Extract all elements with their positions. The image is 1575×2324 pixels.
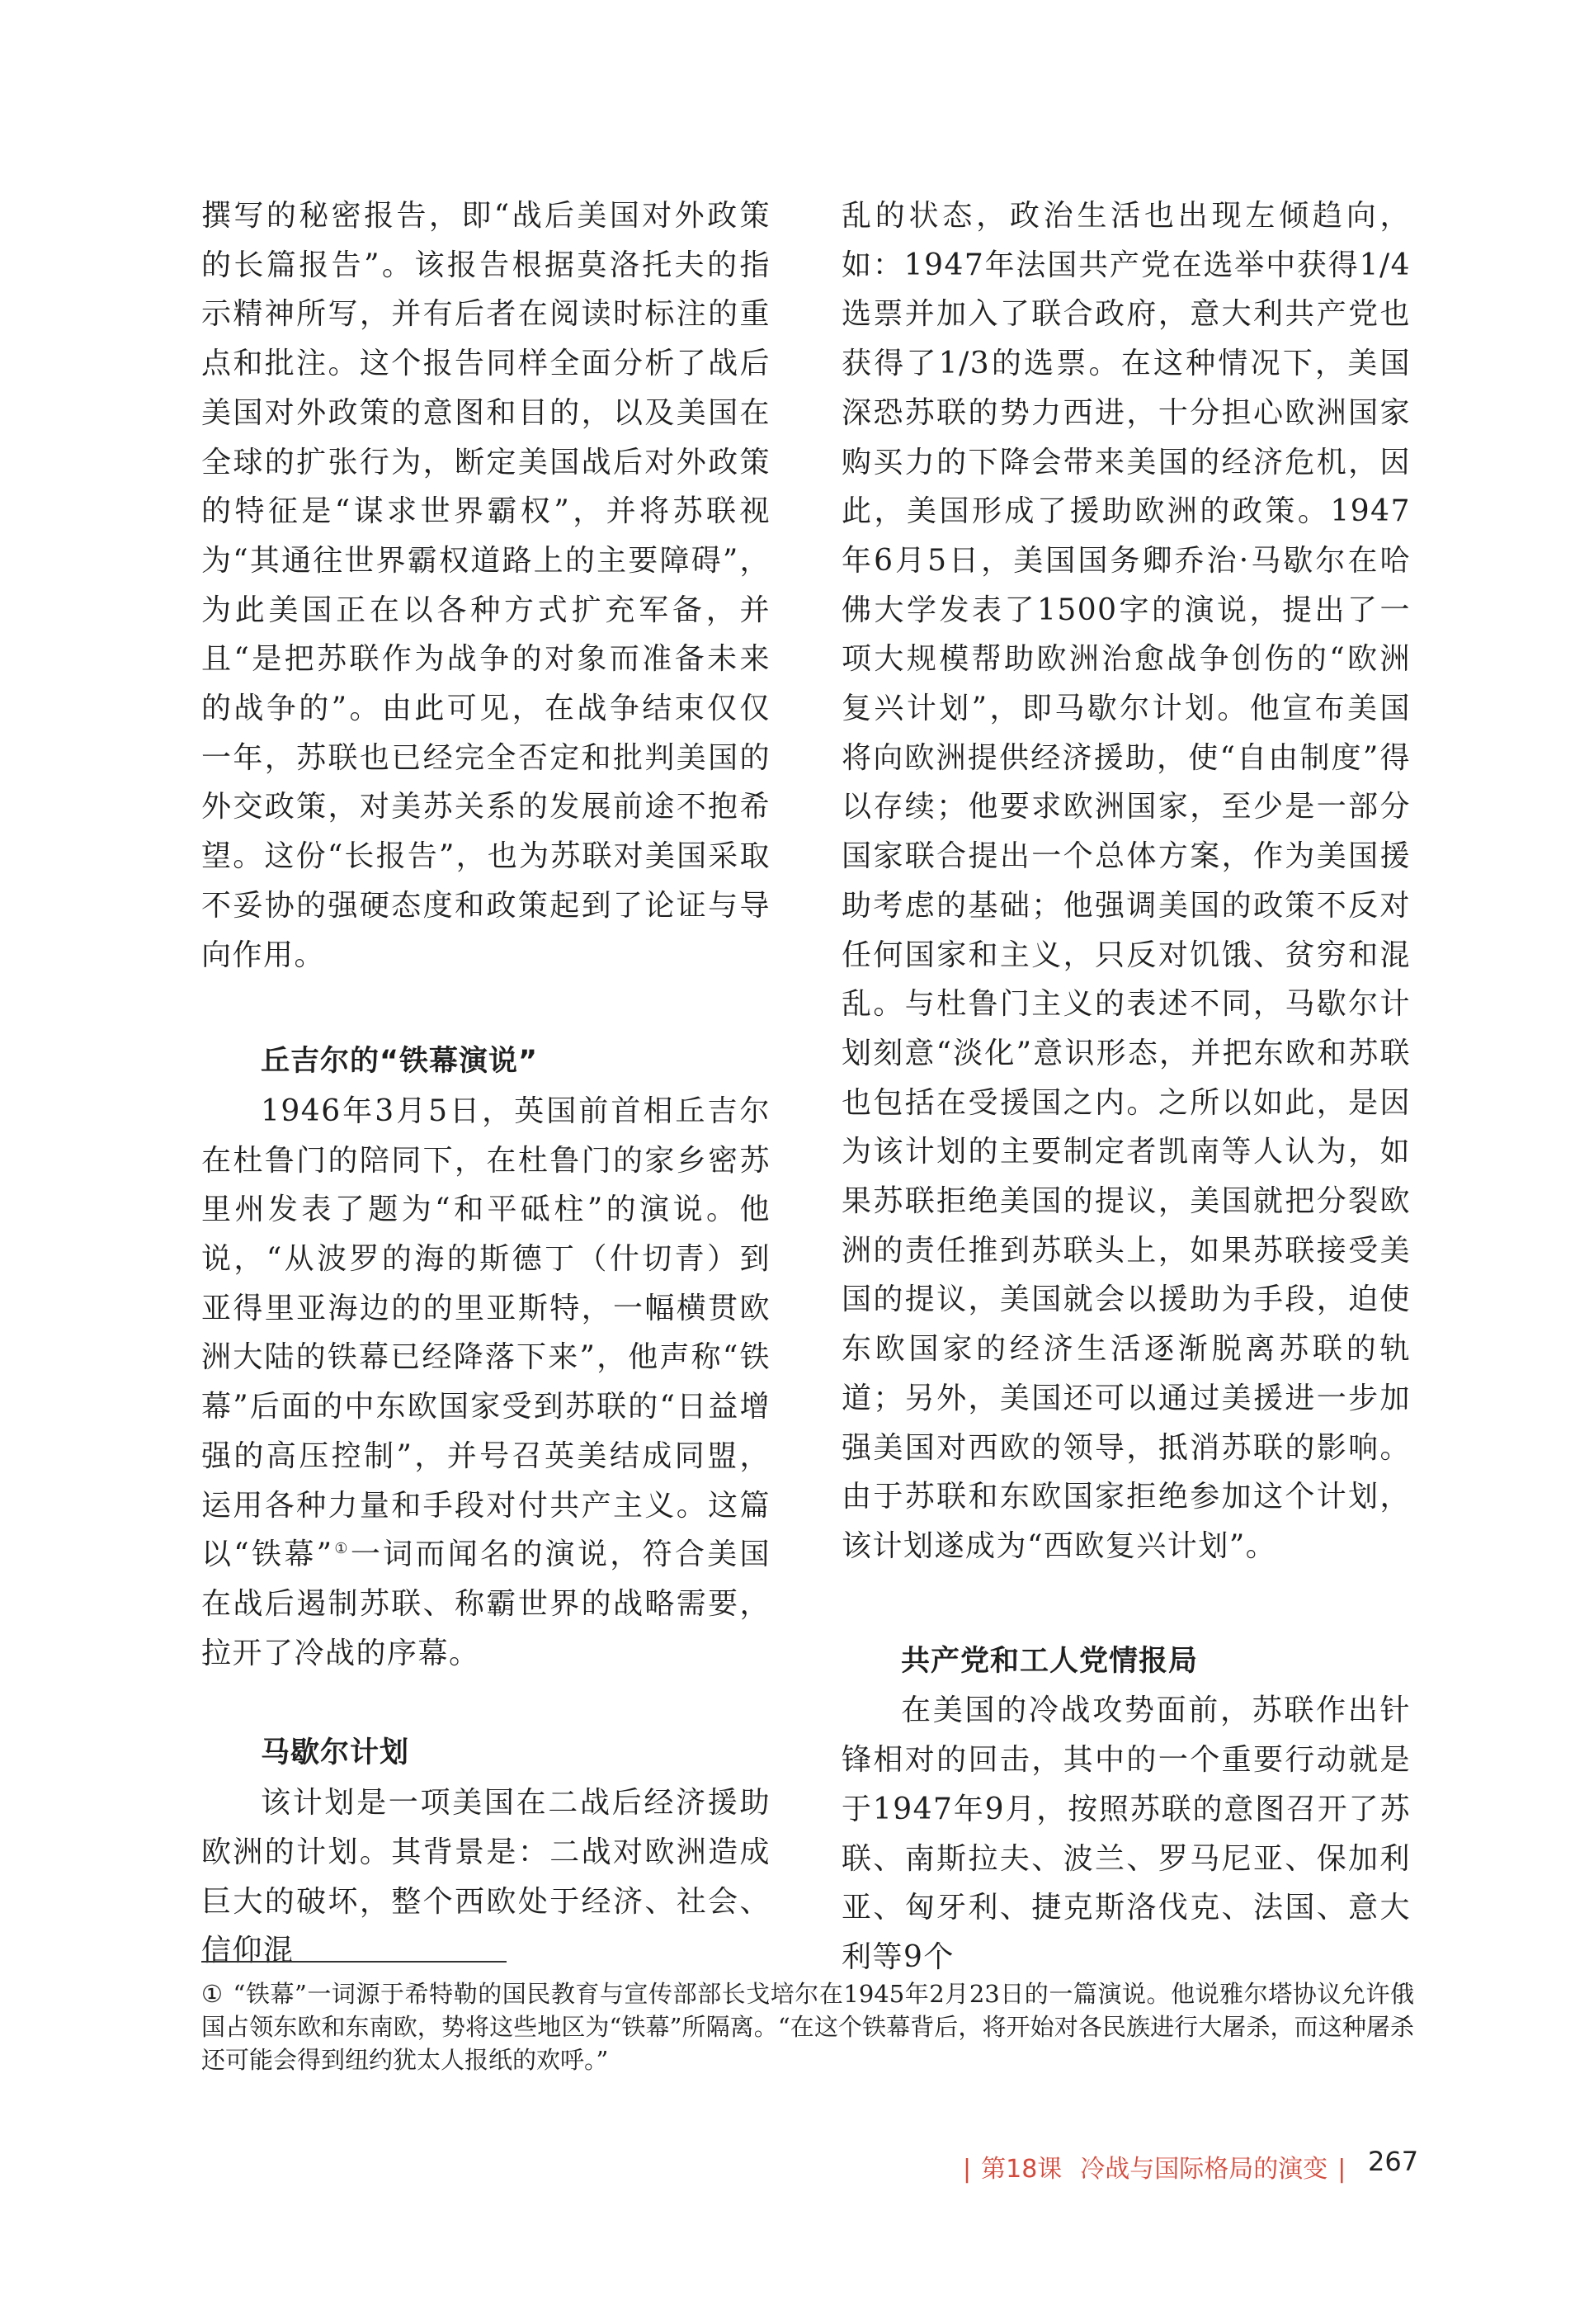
right-column [842, 191, 1411, 1982]
paragraph-long-report: 撰写的秘密报告，即“战后美国对外政策的长篇报告”。该报告根据莫洛托夫的指示精神所写，并有后者在阅读时标注的重点和批注。这个报告同样全面分析了战后美国对外政策的意图和目的，以及美国在全球的扩张行为，断定美国战后对外政策的特征是“谋求世界霸权”，并将苏联视为“其通往世界霸权道路上的主要障碍”，为此美国正在以各种方式扩充军备，并且“是把苏联作为战争的对象而准备未来的战争的”。由此可见，在战争结束仅仅一年，苏联也已经完全否定和批判美国的外交政策，对美苏关系的发展前途不抱希望。这份“长报告”，也为苏联对美国采取不妥协的强硬态度和政策起到了论证与导向作用。 [201, 199, 771, 972]
footer-divider-right: | [1337, 2155, 1346, 2184]
paragraph-iron-curtain-part1: 1946年3月5日，英国前首相丘吉尔在杜鲁门的陪同下，在杜鲁门的家乡密苏里州发表了题为“和平砥柱”的演说。他说，“从波罗的海的斯德丁（什切青）到亚得里亚海边的的里亚斯特，一幅横贯欧洲大陆的铁幕已经降落下来”，他声称“铁幕”后面的中东欧国家受到苏联的“日益增强的高压控制”，并号召英美结成同盟，运用各种力量和手段对付共产主义。这篇以“铁幕” [201, 1094, 771, 1572]
paragraph-iron-curtain-part2: 一词而闻名的演说，符合美国在战后遏制苏联、称霸世界的战略需要，拉开了冷战的序幕。 [201, 1538, 771, 1670]
section-heading-marshall-plan: 马歇尔计划 [261, 1736, 410, 1770]
paragraph-marshall-plan-start: 该计划是一项美国在二战后经济援助欧洲的计划。其背景是：二战对欧洲造成巨大的破坏，整个西欧处于经济、社会、信仰混 [201, 1786, 771, 1968]
section-heading-cominform: 共产党和工人党情报局 [901, 1644, 1199, 1678]
footer-divider-left: | [963, 2155, 972, 2184]
footer-lesson-title: 冷战与国际格局的演变 [1080, 2155, 1328, 2184]
footer-lesson-number: 第18课 [981, 2155, 1063, 2184]
footnote [201, 1977, 1414, 2076]
paragraph-cominform-start: 在美国的冷战攻势面前，苏联作出针锋相对的回击，其中的一个重要行动就是于1947年9月，按照苏联的意图召开了苏联、南斯拉夫、波兰、罗马尼亚、保加利亚、匈牙利、捷克斯洛伐克、法国、意大利等9个 [842, 1693, 1411, 1974]
page-number: 267 [1368, 2146, 1419, 2177]
footnote-reference[interactable]: ① [332, 1540, 351, 1558]
left-column [201, 191, 771, 1976]
section-heading-iron-curtain: 丘吉尔的“铁幕演说” [261, 1045, 539, 1079]
footnote-divider [201, 1961, 507, 1963]
footnote-text: “铁幕”一词源于希特勒的国民教育与宣传部部长戈培尔在1945年2月23日的一篇演说。他说雅尔塔协议允许俄国占领东欧和东南欧，势将这些地区为“铁幕”所隔离。“在这个铁幕背后，将开始对各民族进行大屠杀，而这种屠杀还可能会得到纽约犹太人报纸的欢呼。” [201, 1980, 1414, 2074]
footnote-number: ① [201, 1980, 224, 2008]
paragraph-marshall-plan-cont: 乱的状态，政治生活也出现左倾趋向，如：1947年法国共产党在选举中获得1/4选票并加入了联合政府，意大利共产党也获得了1/3的选票。在这种情况下，美国深恐苏联的势力西进，十分担心欧洲国家购买力的下降会带来美国的经济危机，因此，美国形成了援助欧洲的政策。1947年6月5日，美国国务卿乔治·马歇尔在哈佛大学发表了1500字的演说，提出了一项大规模帮助欧洲治愈战争创伤的“欧洲复兴计划”，即马歇尔计划。他宣布美国将向欧洲提供经济援助，使“自由制度”得以存续；他要求欧洲国家，至少是一部分国家联合提出一个总体方案，作为美国援助考虑的基础；他强调美国的政策不反对任何国家和主义，只反对饥饿、贫穷和混乱。与杜鲁门主义的表述不同，马歇尔计划刻意“淡化”意识形态，并把东欧和苏联也包括在受援国之内。之所以如此，是因为该计划的主要制定者凯南等人认为，如果苏联拒绝美国的提议，美国就把分裂欧洲的责任推到苏联头上，如果苏联接受美国的提议，美国就会以援助为手段，迫使东欧国家的经济生活逐渐脱离苏联的轨道；另外，美国还可以通过美援进一步加强美国对西欧的领导，抵消苏联的影响。由于苏联和东欧国家拒绝参加这个计划，该计划遂成为“西欧复兴计划”。 [842, 199, 1411, 1563]
running-footer [953, 2148, 1356, 2185]
paragraph-iron-curtain [201, 1087, 771, 1678]
